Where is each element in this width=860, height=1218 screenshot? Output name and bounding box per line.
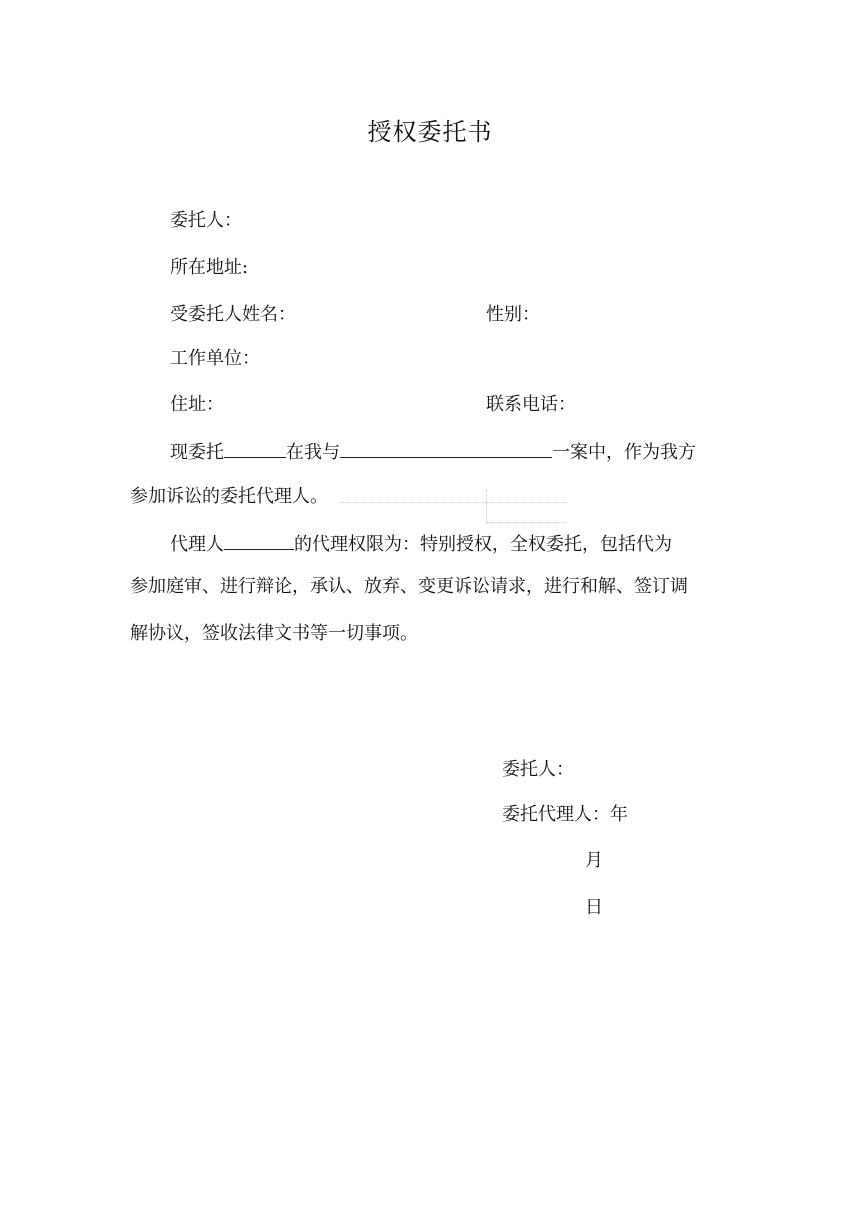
agent-name-blank xyxy=(224,529,294,550)
field-residence: 住址： xyxy=(170,394,224,415)
agent-blank xyxy=(224,437,286,458)
signature-agent-year: 委托代理人：年 xyxy=(502,804,628,825)
paragraph-authority-line3: 解协议，签收法律文书等一切事项。 xyxy=(130,623,418,644)
dotted-guide-bottom xyxy=(486,522,566,523)
field-phone: 联系电话： xyxy=(486,394,576,415)
field-work-unit: 工作单位： xyxy=(170,348,260,369)
authority-text-1: 代理人 xyxy=(170,534,224,555)
field-client: 委托人： xyxy=(170,210,242,231)
field-agent-name: 受委托人姓名： xyxy=(170,304,296,325)
dotted-guide-top xyxy=(340,502,566,503)
paragraph-entrust-line2: 参加诉讼的委托代理人。 xyxy=(130,486,328,507)
field-address: 所在地址: xyxy=(170,257,249,278)
field-gender: 性别： xyxy=(486,304,540,325)
signature-month: 月 xyxy=(585,850,603,871)
paragraph-entrust-line1 xyxy=(170,437,696,466)
entrust-text-1: 现委托 xyxy=(170,442,224,463)
paragraph-authority-line1 xyxy=(170,529,672,558)
signature-day: 日 xyxy=(585,897,603,918)
entrust-text-2: 在我与 xyxy=(286,442,340,463)
entrust-text-3: 一案中，作为我方 xyxy=(552,442,696,463)
authority-text-2: 的代理权限为：特别授权，全权委托，包括代为 xyxy=(294,534,672,555)
document-title: 授权委托书 xyxy=(367,118,493,146)
dotted-guide-vertical xyxy=(486,490,487,524)
paragraph-authority-line2: 参加庭审、进行辩论，承认、放弃、变更诉讼请求，进行和解、签订调 xyxy=(130,576,688,597)
signature-client: 委托人： xyxy=(502,759,574,780)
opposing-party-blank xyxy=(340,437,552,458)
